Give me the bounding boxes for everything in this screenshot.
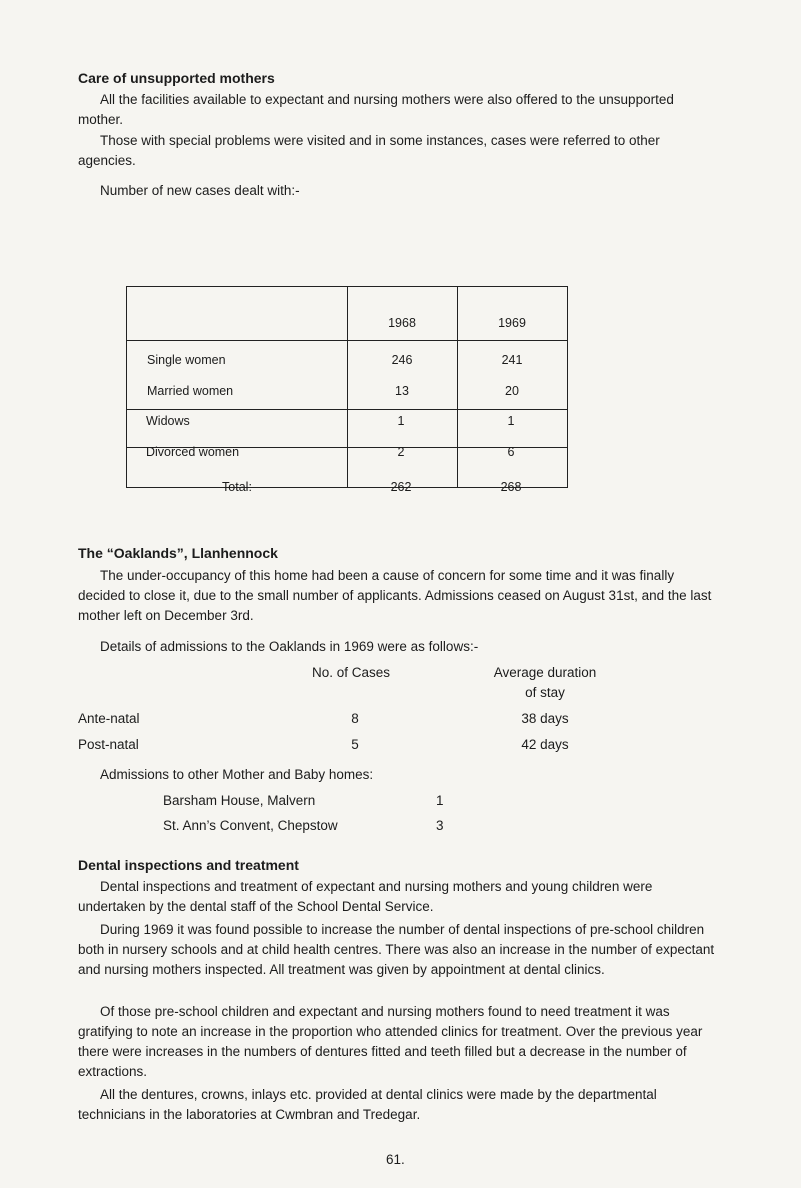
dental-para-2: During 1969 it was found possible to increase the number of dental inspections of pre-school children both in nursery schools and at child health centres. There was also an increase in the number of expectant and nursing mothers inspected. All treatment was given by appointment at dental clinics. xyxy=(78,922,715,977)
dental-para-3: Of those pre-school children and expectant and nursing mothers found to need treatment it was gratifying to note an increase in the proportion who attended clinics for treatment. Over the previous year there were increases in the numbers of dentures fitted and teeth filled but a decrease in the number of extractions. xyxy=(78,1004,703,1079)
unsupported-para-1: All the facilities available to expectant and nursing mothers were also offered to the unsupported mother. xyxy=(78,92,674,127)
col-header-duration-2: of stay xyxy=(525,685,565,700)
row-label-ante-natal: Ante-natal xyxy=(78,711,140,726)
col-header-1968: 1968 xyxy=(388,316,416,330)
cell-total-1969: 268 xyxy=(500,480,522,494)
row-label-divorced: Divorced women xyxy=(146,445,240,459)
cell-widows-1969: 1 xyxy=(507,414,515,428)
row-label-widows: Widows xyxy=(146,414,190,428)
cell-single-1968: 246 xyxy=(391,353,413,367)
row-label-post-natal: Post-natal xyxy=(78,737,139,752)
cell-married-1969: 20 xyxy=(505,384,519,398)
col-header-duration-1: Average duration xyxy=(493,665,597,680)
cases-intro: Number of new cases dealt with:- xyxy=(100,183,300,198)
other-home-count: 1 xyxy=(436,793,444,808)
cell-single-1969: 241 xyxy=(501,353,523,367)
row-label-total: Total: xyxy=(222,480,252,494)
cell-total-1968: 262 xyxy=(390,480,412,494)
cell-widows-1968: 1 xyxy=(397,414,405,428)
dental-para-1: Dental inspections and treatment of expectant and nursing mothers and young children were undertaken by the dental staff of the School Dental Service. xyxy=(78,879,653,914)
row-label-married: Married women xyxy=(147,384,234,398)
cell-ante-natal-cases: 8 xyxy=(351,711,359,726)
oaklands-para: The under-occupancy of this home had been a cause of concern for some time and it was finally decided to close it, due to the small number of applicants. Admissions ceased on August 31st, and the last mother left on December 3rd. xyxy=(78,568,712,623)
table-row-divider xyxy=(127,409,567,410)
other-home-name: St. Ann’s Convent, Chepstow xyxy=(163,818,338,833)
oaklands-details-intro: Details of admissions to the Oaklands in 1969 were as follows:- xyxy=(100,639,479,654)
oaklands-heading: The “Oaklands”, Llanhennock xyxy=(78,545,278,561)
cell-divorced-1968: 2 xyxy=(397,445,405,459)
cell-married-1968: 13 xyxy=(395,384,409,398)
cell-post-natal-cases: 5 xyxy=(351,737,359,752)
cell-ante-natal-duration: 38 days xyxy=(521,711,569,726)
unsupported-para-2: Those with special problems were visited and in some instances, cases were referred to other agencies. xyxy=(78,133,660,168)
col-header-cases: No. of Cases xyxy=(312,665,391,680)
dental-para-4: All the dentures, crowns, inlays etc. provided at dental clinics were made by the departmental technicians in the laboratories at Cwmbran and Tredegar. xyxy=(78,1087,657,1122)
col-header-1969: 1969 xyxy=(498,316,526,330)
other-homes-intro: Admissions to other Mother and Baby homes: xyxy=(100,767,374,782)
table-col-divider xyxy=(347,287,348,487)
other-home-name: Barsham House, Malvern xyxy=(163,793,316,808)
dental-heading: Dental inspections and treatment xyxy=(78,857,299,873)
row-label-single: Single women xyxy=(147,353,226,367)
unsupported-heading: Care of unsupported mothers xyxy=(78,70,275,86)
other-home-count: 3 xyxy=(436,818,444,833)
cell-divorced-1969: 6 xyxy=(507,445,515,459)
table-row-divider xyxy=(127,340,567,341)
table-col-divider xyxy=(457,287,458,487)
cell-post-natal-duration: 42 days xyxy=(521,737,569,752)
page-number: 61. xyxy=(386,1152,405,1167)
